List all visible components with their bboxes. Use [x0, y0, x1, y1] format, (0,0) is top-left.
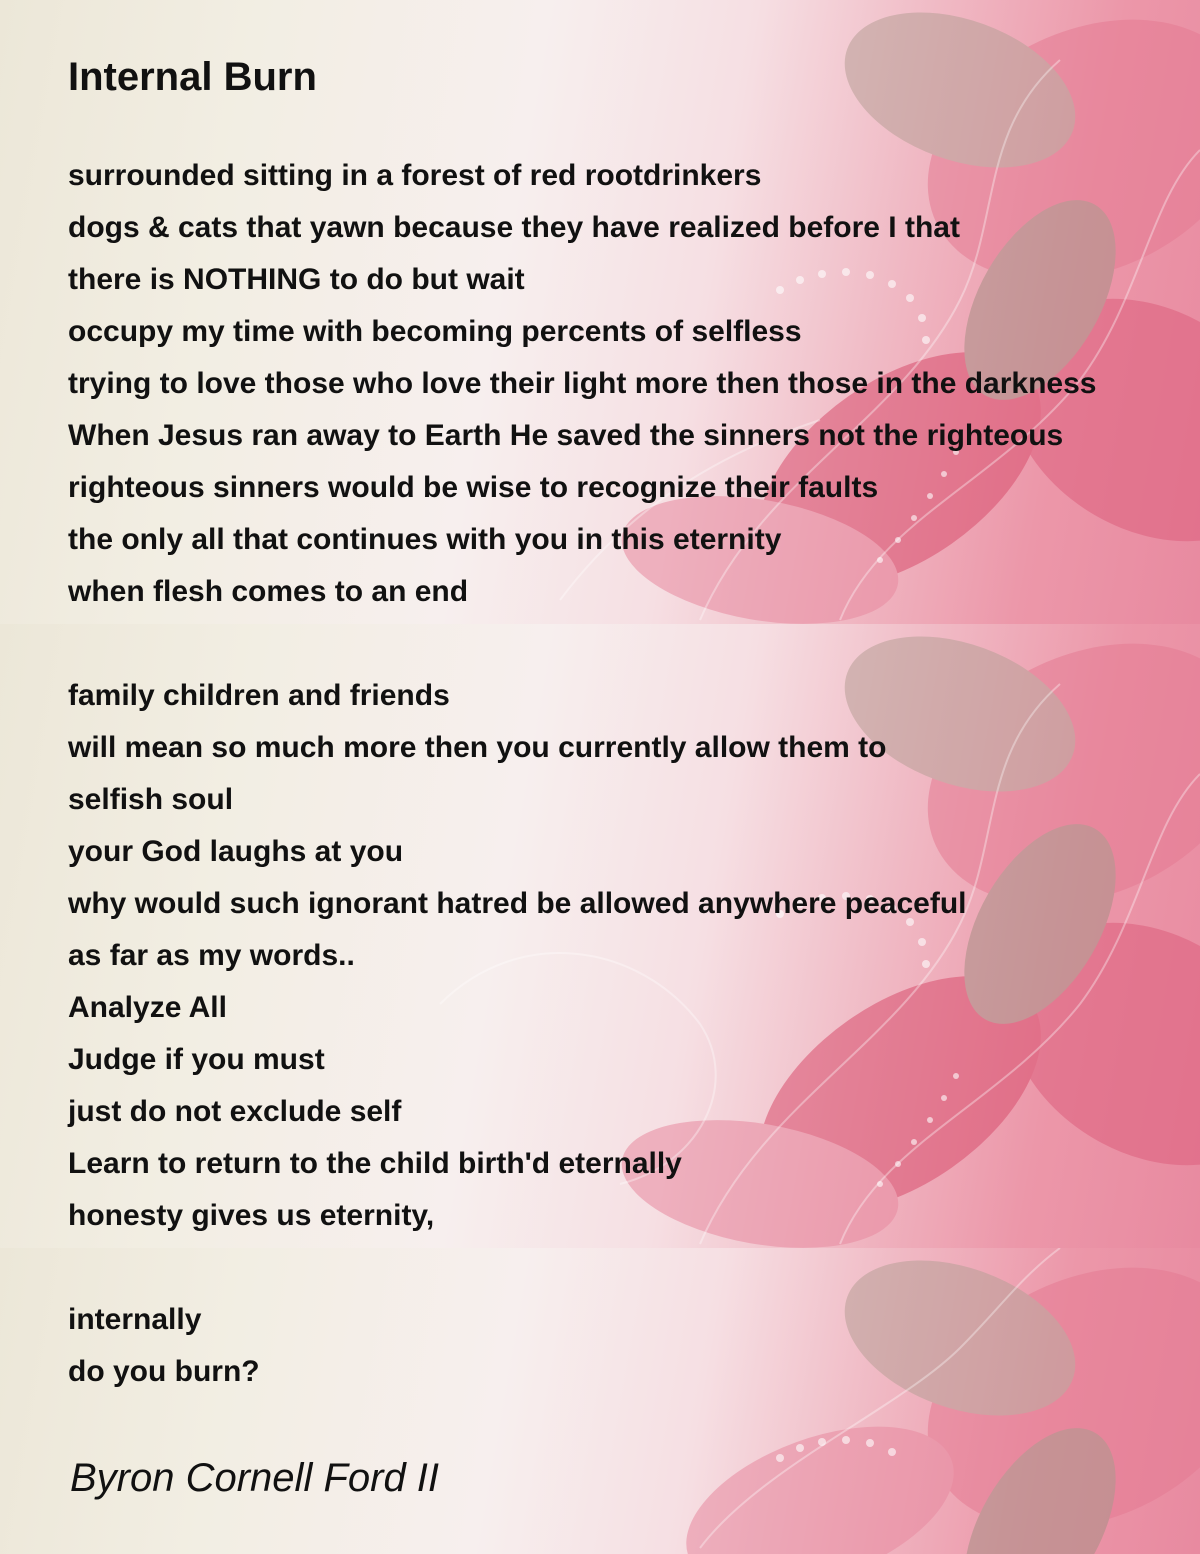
poem-line: selfish soul	[68, 783, 234, 816]
poem-line: Judge if you must	[68, 1043, 325, 1076]
poem-line: surrounded sitting in a forest of red rootdrinkers	[68, 159, 762, 192]
stanza-break	[68, 1242, 1188, 1294]
poem-line: honesty gives us eternity,	[68, 1199, 435, 1232]
poem-line: When Jesus ran away to Earth He saved the sinners not the righteous	[68, 419, 1064, 452]
poem-line: occupy my time with becoming percents of selfless	[68, 315, 802, 348]
poem-line: Learn to return to the child birth'd eternally	[68, 1147, 682, 1180]
stanza	[68, 150, 1188, 618]
poem-line: as far as my words..	[68, 939, 355, 972]
stanza-break	[68, 618, 1188, 670]
poem-line: when flesh comes to an end	[68, 575, 469, 608]
poem-line: just do not exclude self	[68, 1095, 402, 1128]
poem-line: why would such ignorant hatred be allowed anywhere peaceful	[68, 887, 967, 920]
poem-line: internally	[68, 1303, 202, 1336]
poem-line: dogs & cats that yawn because they have realized before I that	[68, 211, 960, 244]
stanza	[68, 1294, 1188, 1398]
poem-line: Analyze All	[68, 991, 227, 1024]
poem-line: the only all that continues with you in this eternity	[68, 523, 782, 556]
poem-line: trying to love those who love their light more then those in the darkness	[68, 367, 1097, 400]
poem-line: there is NOTHING to do but wait	[68, 263, 525, 296]
stanza	[68, 670, 1188, 1242]
poem-line: will mean so much more then you currently allow them to	[68, 731, 887, 764]
poem-body	[68, 150, 1188, 1398]
poem-author: Byron Cornell Ford II	[70, 1456, 440, 1500]
poem-title: Internal Burn	[68, 55, 317, 99]
poem-line: do you burn?	[68, 1355, 260, 1388]
poem-line: righteous sinners would be wise to recognize their faults	[68, 471, 879, 504]
poem-line: family children and friends	[68, 679, 450, 712]
poem-line: your God laughs at you	[68, 835, 404, 868]
